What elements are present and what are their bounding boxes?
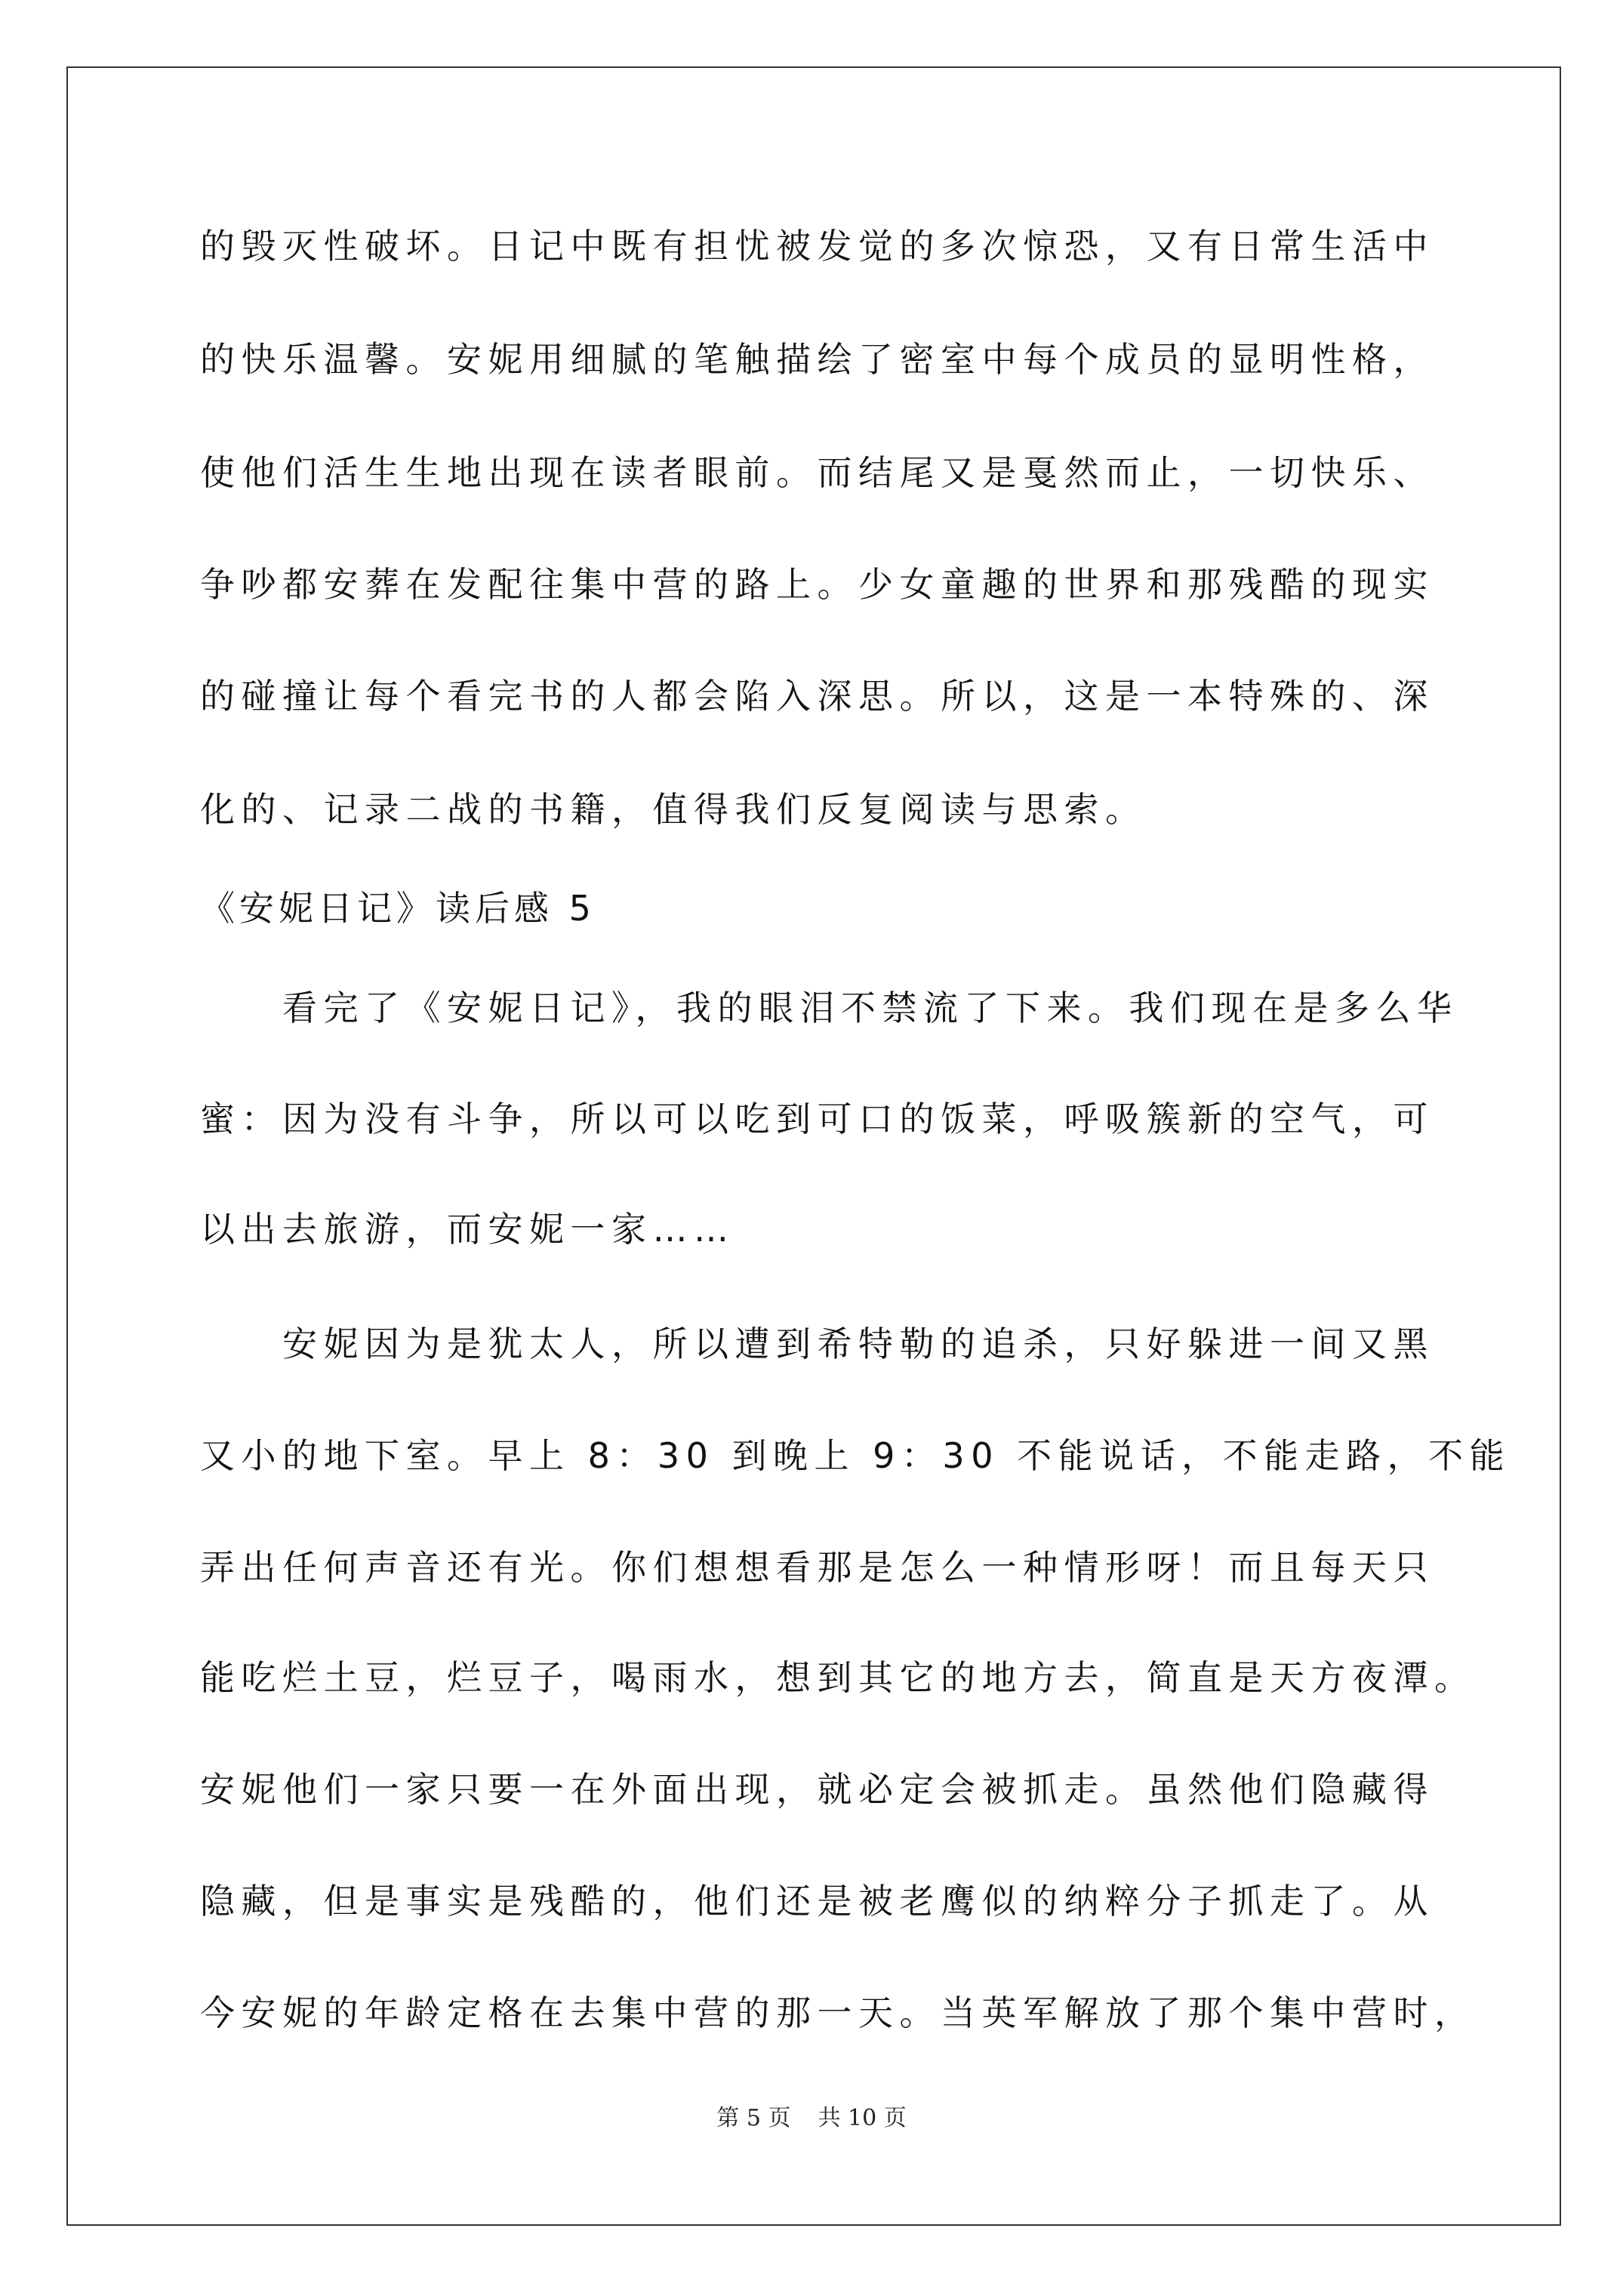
text-line: 今安妮的年龄定格在去集中营的那一天。当英军解放了那个集中营时， (200, 1992, 1476, 2033)
text-line: 以出去旅游，而安妮一家…… (200, 1209, 735, 1250)
text-line: 安妮因为是犹太人，所以遭到希特勒的追杀，只好躲进一间又黑 (200, 1324, 1434, 1364)
text-line: 弄出任何声音还有光。你们想想看那是怎么一种情形呀！而且每天只 (200, 1547, 1434, 1588)
page-number: 第 5 页 (716, 2105, 791, 2131)
text-line: 蜜：因为没有斗争，所以可以吃到可口的饭菜，呼吸簇新的空气，可 (200, 1099, 1434, 1139)
text-line: 隐藏，但是事实是残酷的，他们还是被老鹰似的纳粹分子抓走了。从 (200, 1881, 1434, 1922)
page-footer (0, 2099, 1623, 2132)
text-line: 能吃烂土豆，烂豆子，喝雨水，想到其它的地方去，简直是天方夜潭。 (200, 1657, 1476, 1698)
text-line: 使他们活生生地出现在读者眼前。而结尾又是戛然而止，一切快乐、 (200, 452, 1434, 493)
text-line: 看完了《安妮日记》，我的眼泪不禁流了下来。我们现在是多么华 (200, 988, 1458, 1028)
page-total: 共 10 页 (818, 2105, 907, 2131)
text-line: 化的、记录二战的书籍，值得我们反复阅读与思索。 (200, 789, 1147, 830)
text-line: 的碰撞让每个看完书的人都会陷入深思。所以，这是一本特殊的、深 (200, 676, 1434, 717)
text-line: 的快乐温馨。安妮用细腻的笔触描绘了密室中每个成员的显明性格， (200, 339, 1434, 380)
text-line: 安妮他们一家只要一在外面出现，就必定会被抓走。虽然他们隐藏得 (200, 1769, 1434, 1810)
section-heading: 《安妮日记》读后感 5 (200, 888, 596, 929)
text-line: 又小的地下室。早上 8：30 到晚上 9：30 不能说话，不能走路，不能 (200, 1435, 1511, 1476)
text-line: 的毁灭性破坏。日记中既有担忧被发觉的多次惊恐，又有日常生活中 (200, 226, 1434, 267)
text-line: 争吵都安葬在发配往集中营的路上。少女童趣的世界和那残酷的现实 (200, 564, 1434, 605)
